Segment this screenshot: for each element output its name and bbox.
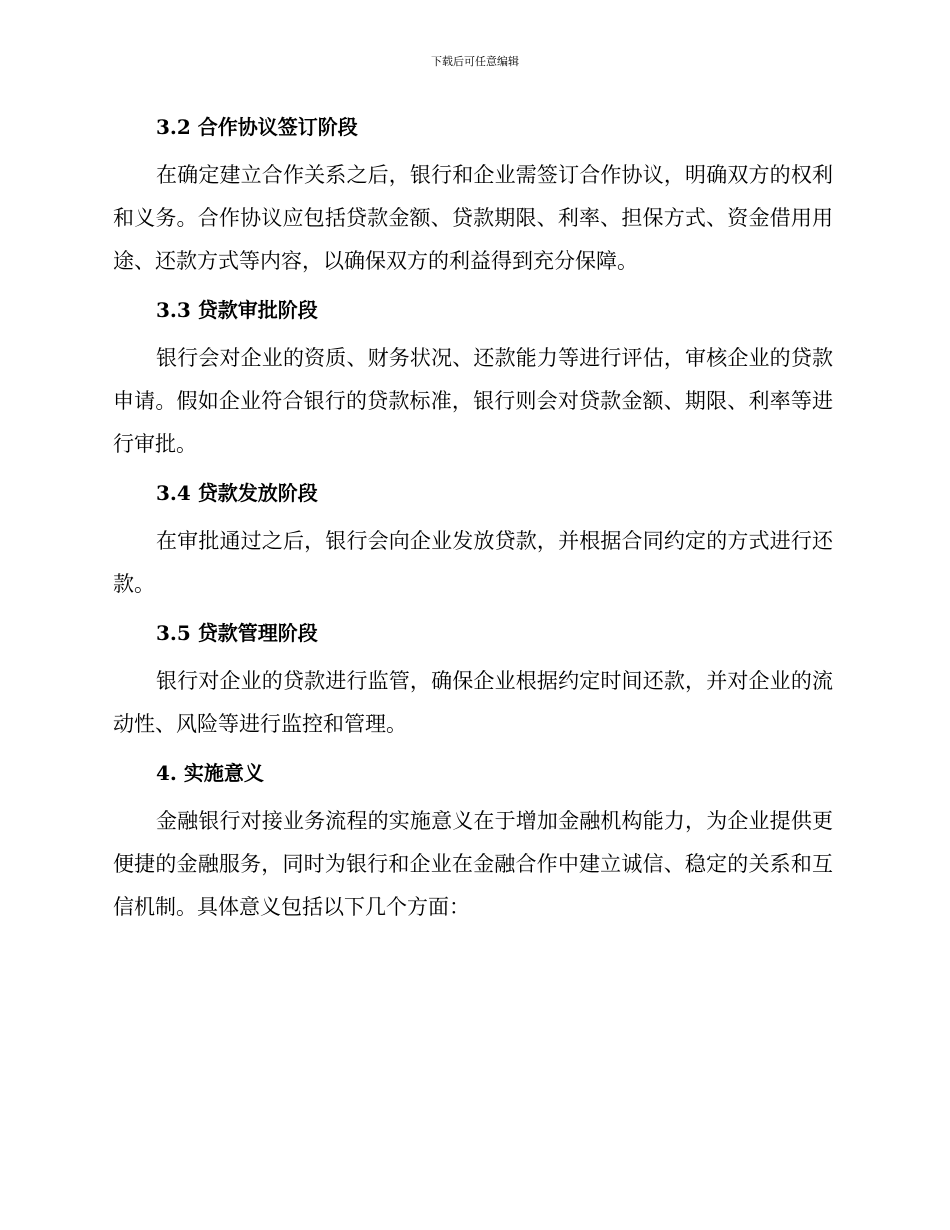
page-header: 下载后可任意编辑 [431, 55, 519, 68]
section-heading-3-2: 3.2 合作协议签订阶段 [156, 115, 358, 139]
section-paragraph-4: 金融银行对接业务流程的实施意义在于增加金融机构能力，为企业提供更便捷的金融服务，同时为银行和企业在金融合作中建立诚信、稳定的关系和互信机制。具体意义包括以下几个方面： [113, 809, 833, 919]
section-heading-3-3: 3.3 贷款审批阶段 [156, 298, 318, 322]
document-body [113, 112, 833, 941]
section-paragraph-3-5: 银行对企业的贷款进行监管，确保企业根据约定时间还款，并对企业的流动性、风险等进行监控和管理。 [113, 669, 833, 736]
section-heading-3-5: 3.5 贷款管理阶段 [156, 621, 318, 645]
section-paragraph-3-3: 银行会对企业的资质、财务状况、还款能力等进行评估，审核企业的贷款申请。假如企业符合银行的贷款标准，银行则会对贷款金额、期限、利率等进行审批。 [113, 346, 833, 456]
section-heading-3-4: 3.4 贷款发放阶段 [156, 481, 318, 505]
section-paragraph-3-4: 在审批通过之后，银行会向企业发放贷款，并根据合同约定的方式进行还款。 [113, 529, 833, 596]
section-paragraph-3-2: 在确定建立合作关系之后，银行和企业需签订合作协议，明确双方的权利和义务。合作协议应包括贷款金额、贷款期限、利率、担保方式、资金借用用途、还款方式等内容，以确保双方的利益得到充分保障。 [113, 163, 833, 273]
section-heading-4: 4. 实施意义 [156, 761, 264, 785]
